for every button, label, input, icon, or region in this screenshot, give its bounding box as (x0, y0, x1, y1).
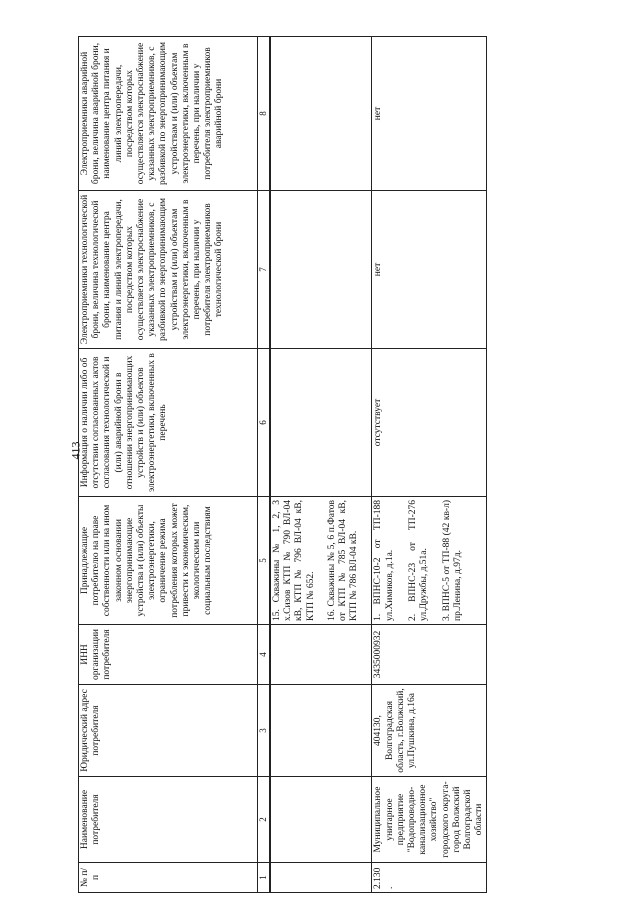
continuation-facilities (270, 497, 372, 625)
header-inn: ИНН организации потребителя (79, 625, 258, 685)
column-number-5: 5 (258, 497, 271, 625)
reserve-table-sheet (78, 37, 487, 893)
header-legal-address: Юридический адрес потребителя (79, 685, 258, 777)
entry-inn: 3435000932 (372, 625, 487, 685)
column-number-7: 7 (258, 191, 271, 349)
header-emergency-reserve: Электроприемники аварийной брони, величина аварийной брони, наименование центра питания и линий электропередачи, посредством которых осуществляется электроснабжение указанных электроприемников, с разбивкой по энергопринимающим устройствам и (или) объектам электроэнергетики, включенным в перечень, при наличии у потребителя электроприемников аварийной брони (79, 37, 258, 191)
column-number-1: 1 (258, 863, 271, 893)
continuation-item: 16. Скважины № 5, 6 п.Фатов от КТП № 785 ВЛ-04 кВ, КТП № 786 ВЛ-04 кВ. (326, 500, 360, 621)
consumer-reserve-table (78, 36, 487, 893)
entry-consumer-name: Муниципальное унитарное предприятие "Водопроводно-канализационное хозяйство" городского округа-город Волжский Волгоградской области (372, 777, 487, 863)
entry-acts-info: отсутствует (372, 349, 487, 497)
column-number-8: 8 (258, 37, 271, 191)
entry-facilities (372, 497, 487, 625)
entry-legal-address: 404130, Волгоградская область, г.Волжский, ул.Пушкина, д.16а (372, 685, 487, 777)
entry-technological-reserve: нет (372, 191, 487, 349)
continuation-row (270, 37, 372, 893)
header-row (79, 37, 258, 893)
entry-emergency-reserve: нет (372, 37, 487, 191)
header-devices: Принадлежащие потребителю на праве собственности или на ином законном основании энергопринимающие устройства и (или) объекты электроэнергетики, ограничение режима потребления которых может привести к экономическим, экологическим или социальным последствиям (79, 497, 258, 625)
column-number-4: 4 (258, 625, 271, 685)
entry-number: 2.130. (372, 863, 487, 893)
header-acts-info: Информация о наличии либо об отсутствии согласованных актов согласования технологической и (или) аварийной брони в отношении энергопринимающих устройств и (или) объектов электроэнергетики, включенных в перечень (79, 349, 258, 497)
column-number-6: 6 (258, 349, 271, 497)
column-number-2: 2 (258, 777, 271, 863)
header-technological-reserve: Электроприемники технологической брони, величина технологической брони, наименование центра питания и линий электропередачи, посредством которых осуществляется электроснабжение указанных электроприемников, с разбивкой по энергопринимающим устройствам и (или) объектам электроэнергетики, включенным в перечень, при наличии у потребителя электроприемников технологической брони (79, 191, 258, 349)
continuation-item: 15. Скважины № 1, 2, 3 х.Сизов КТП № 790 ВЛ-04 кВ, КТП № 796 ВЛ-04 кВ, КТП № 652. (272, 500, 316, 621)
column-number-row (258, 37, 271, 893)
facility-item: 2. ВПНС-23 от ТП-276 ул.Дружбы, д.51а. (407, 500, 430, 621)
table-row-2-130 (372, 37, 487, 893)
facility-item: 1. ВПНС-10-2 от ТП-188 ул.Химиков, д.1а. (373, 500, 395, 621)
header-number: № п/п (79, 863, 258, 893)
header-consumer-name: Наименование потребителя (79, 777, 258, 863)
column-number-3: 3 (258, 685, 271, 777)
page-number: 413 (68, 441, 83, 460)
facility-item: 3. ВПНС-5 от ТП-88 (42 кв-л) пр.Ленина, д.97д. (442, 500, 464, 621)
rotated-page (0, 25, 640, 905)
